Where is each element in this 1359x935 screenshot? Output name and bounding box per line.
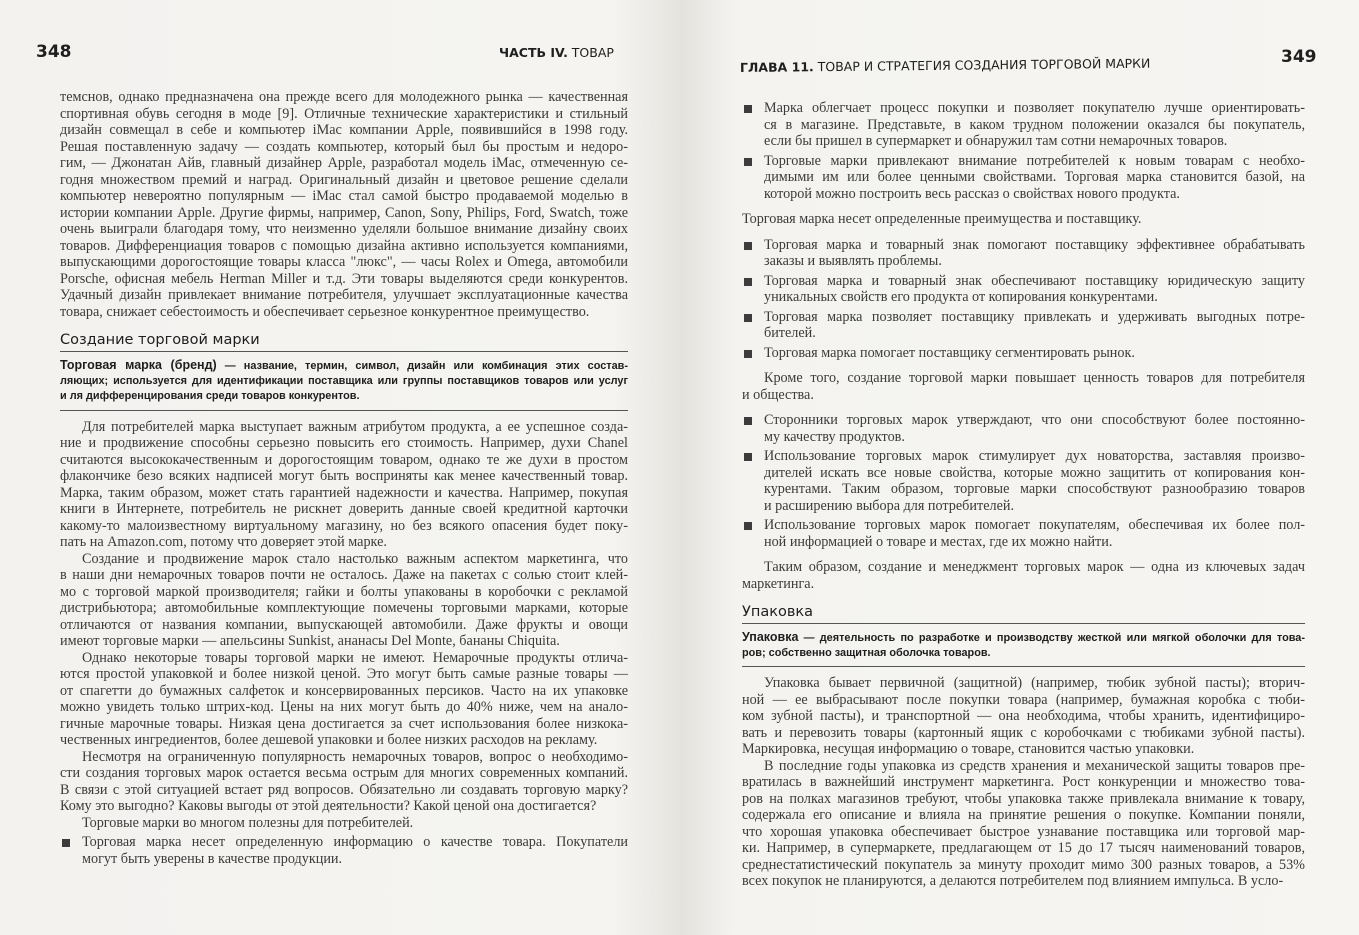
- bullet-item: [742, 517, 1305, 550]
- text-line: ются простой упаковкой и более низкой ценой. Это могут быть самые разные товары —: [60, 666, 628, 683]
- bullet-square-icon: [744, 417, 752, 425]
- text-line: вать и перевозить товары (картонный ящик с коробочками с тюбиками зубной пасты).: [742, 724, 1305, 741]
- text-line: Несмотря на ограниченную популярность немарочных товаров, вопрос о необходимо-: [82, 748, 628, 765]
- bullet-item: [742, 345, 1305, 362]
- text-line: содержала его описание и влияла на принятие решения о покупке. Компании поняли,: [742, 807, 1305, 824]
- definition-line: [60, 358, 628, 374]
- text-line: Однако некоторые товары торговой марки не имеют. Немарочные продукты отлича-: [82, 649, 628, 666]
- page-number: 349: [1281, 47, 1317, 67]
- bullet-square-icon: [744, 522, 752, 530]
- definition-text: ров; собственно защитная оболочка товаров.: [742, 646, 991, 659]
- running-head-part: ЧАСТЬ IV.: [499, 45, 568, 60]
- page-body: [60, 89, 628, 870]
- paragraph: [60, 551, 628, 650]
- running-head: [499, 45, 614, 60]
- section-heading: Упаковка: [742, 604, 1305, 624]
- bullet-square-icon: [62, 839, 70, 847]
- spacer: [742, 228, 1305, 234]
- text-line: гим, — Джонатан Айв, главный дизайнер Apple, разработал модель iMac, отмеченную се-: [60, 155, 628, 171]
- text-line: какому-то малоизвестному виртуальному магазину, но без всякого опасения будет поку-: [60, 517, 628, 534]
- paragraph: [60, 89, 628, 320]
- text-line: курентами. Таким образом, торговые марки способствуют разнообразию товаров: [764, 481, 1305, 497]
- text-line: флакончике безо всяких надписей могут быть восприняты как менее качественный товар.: [60, 468, 628, 485]
- bullet-item: [742, 100, 1305, 150]
- text-line: спортивная обувь сегодня в моде [9]. Отличные технические характеристики и стильный: [60, 105, 628, 122]
- text-line: если бы пришел в супермаркет и обнаружил там сотни немарочных товаров.: [764, 133, 1228, 149]
- text-line: В связи с этой ситуацией встает ряд вопросов. Обязательно ли создавать торговую марку?: [60, 781, 628, 798]
- text-line: ся в магазине. Представьте, в каком трудном положении оказался бы покупатель,: [764, 116, 1305, 133]
- text-line: дистрибьютора; автомобильные комплектующие помечены торговыми марками, которые: [60, 600, 628, 617]
- text-line: дизайн совмещал в себе и компьютер iMac компании Apple, появившийся в 1998 году.: [60, 122, 628, 138]
- text-line: темснов, однако предназначена она прежде всего для молодежного рынка — качественная: [60, 89, 628, 105]
- text-line: от спагетти до бумажных салфеток и консервированных персиков. Часто на их упаковке: [60, 682, 628, 699]
- definition-line: [742, 646, 1305, 662]
- text-line: Маркировка, несущая информацию о товаре, становится частью упаковки.: [742, 741, 1195, 758]
- text-line: в наши дни немарочных товаров почти не осталось. Даже на пакетах с солью стоит клей-: [60, 567, 628, 584]
- running-head-title: ТОВАР: [567, 45, 614, 60]
- running-head: [740, 56, 1151, 75]
- definition-text: и ля дифференцирования среди товаров конкурентов.: [60, 390, 360, 403]
- text-line: ной — ее выбрасывают после покупки товара (например, бумажная коробка с тюби-: [742, 691, 1305, 708]
- bullet-item: [742, 309, 1305, 342]
- text-line: Использование торговых марок стимулирует дух новаторства, заставляя произво-: [764, 448, 1305, 464]
- text-line: заказы и выявлять проблемы.: [764, 253, 942, 269]
- text-line: гичные марочные товары. Низкая цена достигается за счет использования более низкока-: [60, 715, 628, 732]
- bullet-item: [60, 834, 628, 867]
- paragraph: [60, 650, 628, 749]
- text-line: Porsche, офисная мебель Herman Miller и т.д. Эти товары выделяются среди конкурентов.: [60, 270, 628, 287]
- text-line: товара, снижает себестоимость и обеспечивает серьезное конкурентное преимущество.: [60, 303, 590, 320]
- text-line: димыми им или более ценными свойствами. Торговая марка становится базой, на: [764, 169, 1305, 185]
- text-line: чественных ингредиентов, более дешевой упаковки и более низких расходов на рекламу.: [60, 732, 598, 749]
- definition-line: [60, 374, 628, 390]
- text-line: отличаются от названия компании, выпускающей автомобили. Даже фрукты и овощи: [60, 616, 628, 633]
- definition-text: — название, термин, символ, дизайн или комбинация этих состав-: [216, 360, 628, 372]
- text-line: ной информацией о товаре и местах, где их можно найти.: [764, 533, 1113, 550]
- definition-term: Упаковка: [742, 630, 799, 644]
- bullet-item: [742, 153, 1305, 203]
- text-line: Торговая марка несет определенную информацию о качестве товара. Покупатели: [82, 834, 628, 851]
- text-line: пать на Amazon.com, потому что доверяет этой марке.: [60, 534, 387, 551]
- paragraph: [60, 815, 628, 832]
- text-line: Торговая марка помогает поставщику сегментировать рынок.: [764, 344, 1135, 361]
- text-line: бителей.: [764, 325, 816, 341]
- text-line: и расширению выбора для потребителей.: [764, 497, 1015, 514]
- page-body: [742, 97, 1305, 890]
- definition-line: [742, 630, 1305, 646]
- text-line: ком зубной пасты), и транспортной — она необходима, чтобы хранить, идентифициро-: [742, 708, 1305, 725]
- text-line: Для потребителей марка выступает важным атрибутом продукта, а ее успешное созда-: [82, 418, 628, 435]
- text-line: Таким образом, создание и менеджмент торговых марок — одна из ключевых задач: [764, 559, 1305, 575]
- text-line: Торговая марка и товарный знак помогают поставщику эффективнее обрабатывать: [764, 236, 1305, 253]
- text-line: считаются высококачественным и дорогостоящим товаром, однако те же духи в простом: [60, 451, 628, 468]
- text-line: могут быть уверены в качестве продукции.: [82, 850, 343, 867]
- text-line: Решая поставленную задачу — создать компьютер, который был бы простым и недоро-: [60, 138, 628, 155]
- paragraph: [60, 419, 628, 551]
- paragraph: [742, 559, 1305, 592]
- text-line: мо с торговой маркой производителя; гайки и болты упакованы в коробочки с рекламой: [60, 583, 628, 600]
- definition-box: [742, 624, 1305, 667]
- text-line: Создание и продвижение марок стало настолько важным аспектом маркетинга, что: [82, 550, 628, 567]
- definition-text: — деятельность по разработке и производству жесткой или мягкой оболочки для това-: [798, 632, 1305, 644]
- text-line: Марка, таким образом, может стать гарантией надежности и качества. Например, покупая: [60, 484, 628, 501]
- bullet-square-icon: [744, 158, 752, 166]
- text-line: Кроме того, создание торговой марки повышает ценность товаров для потребителя: [764, 370, 1305, 386]
- text-line: сти создания торговых марок остается весьма острым для многих современных компаний.: [60, 765, 628, 782]
- bullet-item: [742, 237, 1305, 270]
- text-line: Использование торговых марок помогает покупателям, обеспечивая их более пол-: [764, 517, 1305, 533]
- text-line: всех покупок не планируются, а делаются потребителем под влиянием импульса. В усло-: [742, 873, 1284, 890]
- text-line: вратилась в важнейший инструмент маркетинга. Рост конкуренции и множество това-: [742, 774, 1305, 791]
- text-line: имеют торговые марки — апельсины Sunkist, ананасы Del Monte, бананы Chiquita.: [60, 633, 560, 650]
- bullet-item: [742, 273, 1305, 306]
- section-heading: Создание торговой марки: [60, 332, 628, 352]
- text-line: очень выиграли благодаря тому, что неизменно уделяли большое внимание дизайну своих: [60, 221, 628, 237]
- text-line: маркетинга.: [742, 575, 815, 592]
- text-line: ки. Например, в супермаркете, предлагающем от 15 до 17 тысяч наименований товаров,: [742, 840, 1305, 857]
- text-line: Торговая марка несет определенные преимущества и поставщику.: [742, 211, 1142, 227]
- definition-term: Торговая марка (бренд): [60, 358, 217, 372]
- bullet-square-icon: [744, 278, 752, 286]
- right-page: [680, 0, 1359, 935]
- paragraph: [742, 758, 1305, 890]
- bullet-square-icon: [744, 350, 752, 358]
- text-line: Торговая марка и товарный знак обеспечивают поставщику юридическую защиту: [764, 272, 1305, 289]
- bullet-square-icon: [744, 105, 752, 113]
- paragraph: [742, 370, 1305, 403]
- text-line: Торговая марка позволяет поставщику привлекать и удерживать выгодных потре-: [764, 308, 1305, 325]
- text-line: уникальных свойств его продукта от копирования конкурентами.: [764, 289, 1158, 305]
- text-line: Упаковка бывает первичной (защитной) (например, тюбик зубной пасты); вторич-: [764, 675, 1305, 692]
- text-line: Удачный дизайн привлекает внимание потребителя, улучшает эксплуатационные качества: [60, 287, 628, 303]
- text-line: товаров. Дифференциация товаров с помощью дизайна активно используется компаниями,: [60, 237, 628, 254]
- definition-box: [60, 352, 628, 411]
- text-line: что хорошая упаковка обеспечивает быстрое узнавание поставщика или торговой мар-: [742, 823, 1305, 840]
- bullet-item: [742, 448, 1305, 514]
- text-line: му качеству продуктов.: [764, 428, 905, 445]
- paragraph: [742, 211, 1305, 228]
- text-line: которой можно построить весь рассказ о свойствах нового продукта.: [764, 185, 1180, 202]
- text-line: среднестатистический покупатель за минуту проходит мимо 300 разных товаров, а 53%: [742, 856, 1305, 873]
- text-line: Торговые марки во многом полезны для потребителей.: [82, 814, 414, 831]
- paragraph: [742, 675, 1305, 758]
- definition-line: [60, 389, 628, 405]
- text-line: Кому это выгодно? Каковы выгоды от этой деятельности? Какой ценой она достигается?: [60, 798, 597, 815]
- bullet-square-icon: [744, 453, 752, 461]
- bullet-square-icon: [744, 242, 752, 250]
- text-line: книги в Интернете, потребитель не рискнет доверить данные своей кредитной карточки: [60, 501, 628, 518]
- text-line: В последние годы упаковка из средств хранения и механической защиты товаров пре-: [764, 757, 1305, 774]
- text-line: Марка облегчает процесс покупки и позволяет покупателю лучше ориентировать-: [764, 100, 1305, 116]
- text-line: ров на полках магазинов требуют, чтобы упаковка также привлекала внимание к товару,: [742, 790, 1305, 807]
- definition-text: ляющих; используется для идентификации поставщика или группы поставщиков товаров или услуг: [60, 374, 628, 387]
- running-head-part: ГЛАВА 11.: [739, 59, 814, 75]
- text-line: и общества.: [742, 386, 814, 403]
- text-line: годня множеством премий и наград. Оригинальный дизайн и цветовое решение сделали: [60, 171, 628, 188]
- spacer: [742, 403, 1305, 409]
- bullet-square-icon: [744, 314, 752, 322]
- text-line: выпускающими дорогостоящие товары класса "люкс", — часы Rolex и Omega, автомобили: [60, 254, 628, 270]
- text-line: ние и продвижение способны серьезно повысить его стоимость. Например, духи Chanel: [60, 435, 628, 452]
- running-head-title: ТОВАР И СТРАТЕГИЯ СОЗДАНИЯ ТОРГОВОЙ МАРКИ: [813, 55, 1151, 75]
- text-line: компьютер невероятно популярным — iMac стал самой быстро продаваемой моделью в: [60, 188, 628, 204]
- page-number: 348: [36, 42, 72, 62]
- text-line: можно увидеть только штрих-код. Цены на них могут быть до 40% ниже, чем на анало-: [60, 699, 628, 716]
- text-line: Торговые марки привлекают внимание потребителей к новым товарам с необхо-: [764, 152, 1305, 169]
- text-line: дителей искать все новые свойства, которые можно защитить от копирования кон-: [764, 464, 1305, 481]
- bullet-item: [742, 412, 1305, 445]
- text-line: истории компании Apple. Другие фирмы, например, Canon, Sony, Philips, Ford, Swatch, тоже: [60, 204, 628, 221]
- paragraph: [60, 749, 628, 815]
- text-line: Сторонники торговых марок утверждают, что они способствуют более постоянно-: [764, 412, 1305, 428]
